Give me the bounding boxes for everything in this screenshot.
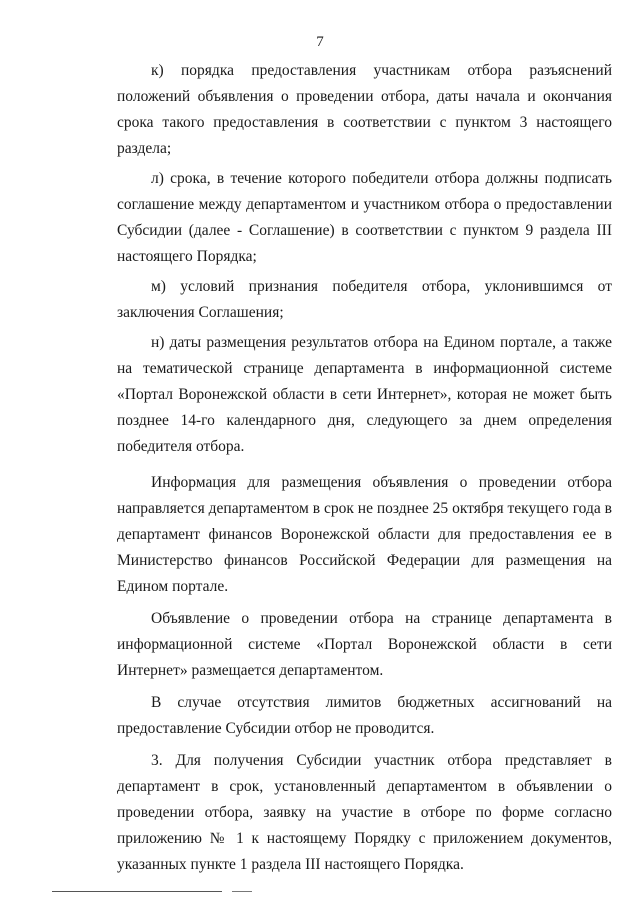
paragraph-announcement: Объявление о проведении отбора на странице департамента в информационной системе «Портал Воронежской области в сети Интернет» размещается департаментом. (117, 610, 612, 679)
scan-edge-line (52, 891, 222, 892)
paragraph-no-limits: В случае отсутствия лимитов бюджетных ассигнований на предоставление Субсидии отбор не проводится. (117, 694, 612, 737)
document-body (117, 58, 612, 878)
paragraph-n: н) даты размещения результатов отбора на Едином портале, а также на тематической странице департамента в информационной системе «Портал Воронежской области в сети Интернет», которая не может быть позднее 14-го календарного дня, следующего за днем определения победителя отбора. (117, 334, 612, 455)
paragraph-3: 3. Для получения Субсидии участник отбора представляет в департамент в срок, установленный департаментом в объявлении о проведении отбора, заявку на участие в отборе по форме согласно приложению № 1 к настоящему Порядку с приложением документов, указанных пункте 1 раздела III настоящего Порядка. (117, 752, 612, 873)
paragraph-info: Информация для размещения объявления о проведении отбора направляется департаментом в срок не позднее 25 октября текущего года в департамент финансов Воронежской области для предоставления ее в Министерство финансов Российской Федерации для размещения на Едином портале. (117, 474, 612, 595)
scan-edge-line-short (232, 891, 252, 892)
page-number: 7 (316, 34, 324, 50)
paragraph-l: л) срока, в течение которого победители отбора должны подписать соглашение между департаментом и участником отбора о предоставлении Субсидии (далее - Соглашение) в соответствии с пунктом 9 раздела III настоящего Порядка; (117, 170, 612, 265)
paragraph-k: к) порядка предоставления участникам отбора разъяснений положений объявления о проведении отбора, даты начала и окончания срока такого предоставления в соответствии с пунктом 3 настоящего раздела; (117, 62, 612, 157)
paragraph-m: м) условий признания победителя отбора, уклонившимся от заключения Соглашения; (117, 278, 612, 321)
